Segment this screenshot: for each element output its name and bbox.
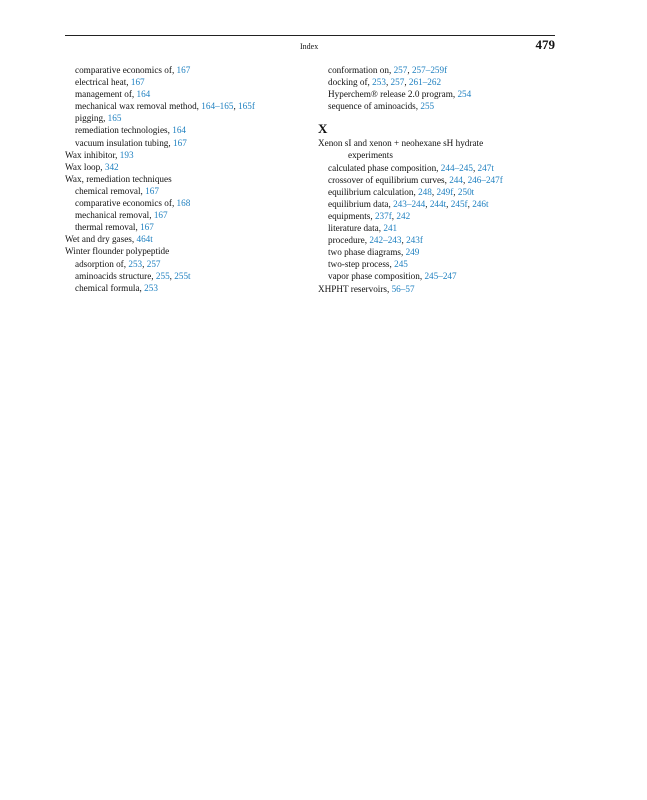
index-entry-text: equilibrium data, <box>328 198 394 209</box>
index-entry-text: vapor phase composition, <box>328 271 425 282</box>
index-entry: docking of, 253, 257, 261–262 <box>328 77 442 88</box>
page-reference-link[interactable]: 245–247 <box>424 271 457 282</box>
index-entry-text: calculated phase composition, <box>328 162 441 173</box>
page-reference-link[interactable]: 253 <box>144 282 158 293</box>
index-entry: equilibrium data, 243–244, 244t, 245f, 246t <box>328 198 489 209</box>
page-reference-link[interactable]: 250t <box>457 186 475 197</box>
index-entry-text: equilibrium calculation, <box>328 186 419 197</box>
header-rule <box>65 35 555 36</box>
page-reference-link[interactable]: 342 <box>104 161 119 172</box>
index-entry-text: adsorption of, <box>75 258 129 269</box>
index-entry-text: management of, <box>75 89 137 100</box>
index-entry <box>318 222 558 234</box>
page-reference-link[interactable]: 237f <box>374 210 392 221</box>
page-reference-link[interactable]: 167 <box>140 222 154 233</box>
index-entry <box>65 64 305 76</box>
index-entry <box>318 258 558 270</box>
index-entry-text: XHPHT reservoirs, <box>318 283 392 294</box>
index-entry-text: procedure, <box>328 235 370 246</box>
index-entry-text: Xenon sI and xenon + neohexane sH hydrate <box>318 138 484 149</box>
index-entry-text: comparative economics of, <box>75 65 177 75</box>
index-entry-text: remediation technologies, <box>75 125 173 136</box>
index-entry <box>318 100 558 112</box>
page-reference-link[interactable]: 242–243 <box>369 235 402 246</box>
index-entry <box>65 185 305 197</box>
page-reference-link[interactable]: 244t <box>429 198 447 209</box>
page-reference-link[interactable]: 56–57 <box>391 283 415 294</box>
index-entry-text: chemical removal, <box>75 185 146 196</box>
index-entry: procedure, 242–243, 243f <box>328 235 423 246</box>
index-entry-text: conformation on, <box>328 65 394 75</box>
index-entry: conformation on, 257, 257–259f <box>328 65 448 75</box>
index-entry-text: thermal removal, <box>75 222 141 233</box>
index-entry-text: electrical heat, <box>75 77 131 88</box>
index-entry <box>318 137 558 149</box>
index-entry <box>65 233 305 245</box>
index-entry <box>65 137 305 149</box>
index-entry-text: literature data, <box>328 223 384 234</box>
index-entry-text: Wax, remediation techniques <box>65 173 172 184</box>
page-reference-link[interactable]: 164 <box>136 89 151 100</box>
page-reference-link[interactable]: 242 <box>396 210 411 221</box>
index-entry-text: Hyperchem® release 2.0 program, <box>328 89 458 100</box>
index-entry-text: pigging, <box>75 113 108 124</box>
index-entry <box>318 283 558 295</box>
index-entry: adsorption of, 253, 257 <box>75 258 161 269</box>
index-entry-text: two-step process, <box>328 259 395 270</box>
page-reference-link[interactable]: 257 <box>146 258 161 269</box>
page-reference-link[interactable]: 255t <box>174 270 191 281</box>
page-reference-link[interactable]: 167 <box>176 65 191 75</box>
page-reference-link[interactable]: 257 <box>390 77 405 88</box>
page-reference-link[interactable]: 167 <box>153 210 168 221</box>
page-reference-link[interactable]: 257–259f <box>411 65 448 75</box>
page-reference-link[interactable]: 255 <box>420 101 435 112</box>
page-reference-link[interactable]: 257 <box>393 65 408 75</box>
index-entry <box>318 270 558 282</box>
index-entry: crossover of equilibrium curves, 244, 246–247f <box>328 174 503 185</box>
page-reference-link[interactable]: 165f <box>238 101 255 112</box>
page-number: 479 <box>535 37 555 52</box>
index-column-left <box>65 64 305 294</box>
page-reference-link[interactable]: 464t <box>136 234 153 245</box>
index-entry <box>318 246 558 258</box>
index-entry <box>65 209 305 221</box>
index-entry-text: two phase diagrams, <box>328 247 406 258</box>
index-entry-text: chemical formula, <box>75 282 145 293</box>
page-reference-link[interactable]: 168 <box>176 198 191 209</box>
page-reference-link[interactable]: 255 <box>155 270 170 281</box>
page-reference-link[interactable]: 243–244 <box>393 198 426 209</box>
page-reference-link[interactable]: 253 <box>372 77 386 88</box>
page-reference-link[interactable]: 167 <box>130 77 145 88</box>
page-reference-link[interactable]: 164 <box>172 125 186 136</box>
index-entry <box>65 149 305 161</box>
index-entry-text: Wax inhibitor, <box>65 149 120 160</box>
index-entry-text: aminoacids structure, <box>75 270 156 281</box>
page-reference-link[interactable]: 245f <box>450 198 468 209</box>
index-entry: mechanical wax removal method, 164–165, 165f <box>75 101 255 112</box>
index-entry-text: Wet and dry gases, <box>65 234 137 245</box>
running-header-title: Index <box>300 42 319 51</box>
page-reference-link[interactable]: 249 <box>405 247 420 258</box>
index-entry <box>65 88 305 100</box>
page-reference-link[interactable]: 261–262 <box>408 77 442 88</box>
index-column-right <box>318 64 558 295</box>
index-entry <box>65 245 305 257</box>
page-reference-link[interactable]: 245 <box>394 259 408 270</box>
index-entry <box>65 282 305 294</box>
index-entry <box>65 161 305 173</box>
index-entry-text: crossover of equilibrium curves, <box>328 174 450 185</box>
page-reference-link[interactable]: 244–245 <box>440 162 473 173</box>
page-reference-link[interactable]: 253 <box>128 258 143 269</box>
index-entry-text: Winter flounder polypeptide <box>65 246 170 257</box>
index-entry-text: comparative economics of, <box>75 198 177 209</box>
index-entry-text: equipments, <box>328 210 375 221</box>
index-entry-text: docking of, <box>328 77 373 88</box>
index-entry-text: Wax loop, <box>65 161 105 172</box>
index-entry <box>65 112 305 124</box>
index-entry: equipments, 237f, 242 <box>328 210 411 221</box>
index-entry <box>65 76 305 88</box>
page-reference-link[interactable]: 193 <box>119 149 134 160</box>
index-entry: equilibrium calculation, 248, 249f, 250t <box>328 186 475 197</box>
page-reference-link[interactable]: 243f <box>406 235 423 246</box>
index-entry <box>318 149 558 161</box>
page-reference-link[interactable]: 246–247f <box>467 174 503 185</box>
index-entry <box>65 221 305 233</box>
index-entry <box>65 197 305 209</box>
index-section-letter <box>318 122 558 136</box>
index-entry-text: experiments <box>348 150 393 161</box>
page-reference-link[interactable]: 165 <box>107 113 122 124</box>
index-entry-text: vacuum insulation tubing, <box>75 137 173 148</box>
page-reference-link[interactable]: 246t <box>472 198 489 209</box>
page-reference-link[interactable]: 167 <box>145 185 159 196</box>
page-reference-link[interactable]: 241 <box>383 223 398 234</box>
index-entry-text: mechanical removal, <box>75 210 154 221</box>
index-entry: aminoacids structure, 255, 255t <box>75 270 191 281</box>
page-reference-link[interactable]: 164–165 <box>201 101 234 112</box>
page-reference-link[interactable]: 247t <box>477 162 494 173</box>
page-reference-link[interactable]: 167 <box>173 137 187 148</box>
index-entry <box>65 124 305 136</box>
index-entry-text: sequence of aminoacids, <box>328 101 421 112</box>
page-reference-link[interactable]: 249f <box>436 186 454 197</box>
index-entry-text: mechanical wax removal method, <box>75 101 202 112</box>
index-entry <box>65 173 305 185</box>
page-reference-link[interactable]: 254 <box>457 89 472 100</box>
page-reference-link[interactable]: 248 <box>418 186 432 197</box>
index-entry <box>318 88 558 100</box>
page-reference-link[interactable]: 244 <box>449 174 463 185</box>
index-entry: calculated phase composition, 244–245, 247t <box>328 162 494 173</box>
index-entry-text: X <box>318 121 328 137</box>
